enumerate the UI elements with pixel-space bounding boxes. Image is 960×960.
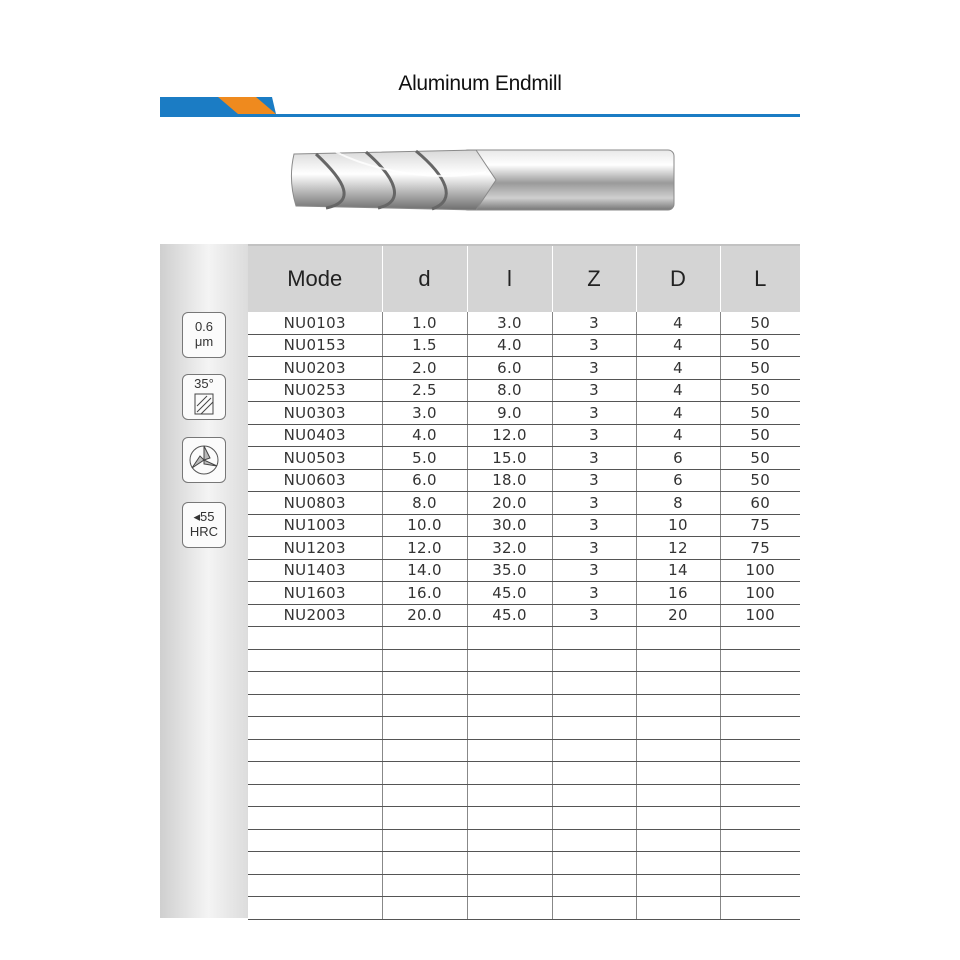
empty-cell xyxy=(720,739,800,762)
empty-cell xyxy=(720,874,800,897)
table-cell: 4 xyxy=(636,312,720,334)
endmill-image xyxy=(286,142,682,218)
empty-cell xyxy=(467,829,552,852)
table-cell: 60 xyxy=(720,492,800,515)
empty-cell xyxy=(382,829,467,852)
empty-cell xyxy=(720,694,800,717)
table-row xyxy=(248,604,800,627)
empty-cell xyxy=(467,649,552,672)
table-row xyxy=(248,357,800,380)
empty-row xyxy=(248,649,800,672)
table-cell: 3 xyxy=(552,424,636,447)
empty-cell xyxy=(636,649,720,672)
column-header: L xyxy=(720,245,800,312)
empty-cell xyxy=(636,694,720,717)
column-header: l xyxy=(467,245,552,312)
empty-cell xyxy=(248,627,382,650)
table-cell: 6 xyxy=(636,469,720,492)
table-cell: 8 xyxy=(636,492,720,515)
empty-cell xyxy=(636,829,720,852)
table-cell: 6.0 xyxy=(467,357,552,380)
table-cell: 45.0 xyxy=(467,582,552,605)
empty-cell xyxy=(467,807,552,830)
table-cell: 3 xyxy=(552,559,636,582)
empty-cell xyxy=(467,762,552,785)
table-cell: 12.0 xyxy=(382,537,467,560)
helix-angle-icon: 35° xyxy=(182,374,226,420)
empty-cell xyxy=(720,649,800,672)
table-cell: 2.5 xyxy=(382,379,467,402)
empty-cell xyxy=(636,672,720,695)
table-cell: NU0603 xyxy=(248,469,382,492)
column-header: Mode xyxy=(248,245,382,312)
empty-cell xyxy=(382,649,467,672)
empty-cell xyxy=(552,694,636,717)
table-cell: 3 xyxy=(552,334,636,357)
table-cell: 20.0 xyxy=(467,492,552,515)
empty-cell xyxy=(248,807,382,830)
empty-cell xyxy=(552,829,636,852)
empty-cell xyxy=(636,784,720,807)
empty-cell xyxy=(720,784,800,807)
table-cell: 6.0 xyxy=(382,469,467,492)
table-cell: NU1603 xyxy=(248,582,382,605)
table-cell: 3.0 xyxy=(467,312,552,334)
table-cell: 12 xyxy=(636,537,720,560)
table-row xyxy=(248,447,800,470)
empty-cell xyxy=(248,694,382,717)
flute-count-icon xyxy=(182,437,226,483)
empty-cell xyxy=(552,627,636,650)
table-cell: 4.0 xyxy=(382,424,467,447)
table-row xyxy=(248,559,800,582)
table-cell: 1.5 xyxy=(382,334,467,357)
empty-cell xyxy=(636,897,720,920)
empty-cell xyxy=(248,672,382,695)
table-cell: 16.0 xyxy=(382,582,467,605)
empty-cell xyxy=(467,784,552,807)
table-cell: 4 xyxy=(636,357,720,380)
empty-cell xyxy=(382,784,467,807)
table-cell: 3 xyxy=(552,492,636,515)
empty-row xyxy=(248,762,800,785)
empty-cell xyxy=(248,762,382,785)
column-header: Z xyxy=(552,245,636,312)
table-cell: NU0103 xyxy=(248,312,382,334)
empty-cell xyxy=(248,897,382,920)
hardness-icon: ◂55 HRC xyxy=(182,502,226,548)
empty-row xyxy=(248,807,800,830)
empty-row xyxy=(248,852,800,875)
table-cell: 12.0 xyxy=(467,424,552,447)
empty-cell xyxy=(636,762,720,785)
empty-row xyxy=(248,874,800,897)
table-cell: NU2003 xyxy=(248,604,382,627)
empty-cell xyxy=(636,852,720,875)
table-cell: 50 xyxy=(720,357,800,380)
empty-cell xyxy=(636,717,720,740)
spec-table xyxy=(248,244,800,920)
empty-cell xyxy=(552,649,636,672)
empty-cell xyxy=(636,874,720,897)
table-cell: NU0253 xyxy=(248,379,382,402)
table-cell: 8.0 xyxy=(382,492,467,515)
table-cell: 20.0 xyxy=(382,604,467,627)
table-cell: NU0203 xyxy=(248,357,382,380)
table-row xyxy=(248,424,800,447)
empty-cell xyxy=(382,672,467,695)
empty-cell xyxy=(382,694,467,717)
table-cell: 4 xyxy=(636,334,720,357)
table-cell: 30.0 xyxy=(467,514,552,537)
empty-cell xyxy=(720,627,800,650)
empty-cell xyxy=(382,717,467,740)
empty-row xyxy=(248,829,800,852)
table-cell: 4.0 xyxy=(467,334,552,357)
table-cell: 4 xyxy=(636,424,720,447)
header-row xyxy=(248,245,800,312)
table-row xyxy=(248,379,800,402)
table-row xyxy=(248,514,800,537)
table-cell: 50 xyxy=(720,312,800,334)
table-cell: 3 xyxy=(552,312,636,334)
empty-row xyxy=(248,694,800,717)
table-cell: 75 xyxy=(720,537,800,560)
table-cell: 8.0 xyxy=(467,379,552,402)
table-cell: 50 xyxy=(720,402,800,425)
header-accent-bar xyxy=(160,96,800,118)
table-cell: NU1403 xyxy=(248,559,382,582)
table-cell: 50 xyxy=(720,334,800,357)
table-cell: NU0503 xyxy=(248,447,382,470)
empty-cell xyxy=(382,627,467,650)
empty-row xyxy=(248,897,800,920)
empty-cell xyxy=(467,694,552,717)
table-cell: 50 xyxy=(720,379,800,402)
table-cell: NU0803 xyxy=(248,492,382,515)
empty-cell xyxy=(552,852,636,875)
empty-cell xyxy=(552,739,636,762)
table-cell: 3 xyxy=(552,514,636,537)
page-title: Aluminum Endmill xyxy=(398,72,562,95)
surface-roughness-icon: 0.6 μm xyxy=(182,312,226,358)
empty-cell xyxy=(720,852,800,875)
table-cell: 100 xyxy=(720,582,800,605)
table-body xyxy=(248,312,800,919)
table-cell: 3.0 xyxy=(382,402,467,425)
empty-cell xyxy=(382,874,467,897)
table-cell: 16 xyxy=(636,582,720,605)
table-cell: 3 xyxy=(552,402,636,425)
table-cell: NU0153 xyxy=(248,334,382,357)
empty-cell xyxy=(467,897,552,920)
table-cell: NU1203 xyxy=(248,537,382,560)
empty-cell xyxy=(467,627,552,650)
table-header xyxy=(248,245,800,312)
empty-row xyxy=(248,739,800,762)
empty-cell xyxy=(552,717,636,740)
table-cell: 4 xyxy=(636,402,720,425)
empty-cell xyxy=(382,739,467,762)
table-cell: 3 xyxy=(552,379,636,402)
table-cell: 5.0 xyxy=(382,447,467,470)
table-cell: 14 xyxy=(636,559,720,582)
table-cell: NU0403 xyxy=(248,424,382,447)
empty-cell xyxy=(552,807,636,830)
table-cell: 50 xyxy=(720,469,800,492)
table-cell: 3 xyxy=(552,537,636,560)
empty-cell xyxy=(382,762,467,785)
empty-cell xyxy=(248,829,382,852)
empty-cell xyxy=(248,739,382,762)
table-row xyxy=(248,582,800,605)
empty-cell xyxy=(382,852,467,875)
table-cell: 45.0 xyxy=(467,604,552,627)
empty-row xyxy=(248,627,800,650)
table-cell: 32.0 xyxy=(467,537,552,560)
empty-cell xyxy=(248,784,382,807)
table-row xyxy=(248,312,800,334)
empty-cell xyxy=(467,852,552,875)
empty-cell xyxy=(720,762,800,785)
empty-cell xyxy=(552,897,636,920)
empty-cell xyxy=(467,874,552,897)
table-cell: 2.0 xyxy=(382,357,467,380)
table-cell: 1.0 xyxy=(382,312,467,334)
table-cell: 9.0 xyxy=(467,402,552,425)
table-cell: 3 xyxy=(552,582,636,605)
column-header: d xyxy=(382,245,467,312)
empty-cell xyxy=(248,717,382,740)
table-row xyxy=(248,469,800,492)
empty-cell xyxy=(382,897,467,920)
empty-cell xyxy=(720,807,800,830)
table-row xyxy=(248,334,800,357)
table-cell: 20 xyxy=(636,604,720,627)
empty-cell xyxy=(636,739,720,762)
empty-cell xyxy=(382,807,467,830)
table-row xyxy=(248,492,800,515)
feature-side-panel xyxy=(160,244,248,918)
table-cell: NU0303 xyxy=(248,402,382,425)
empty-cell xyxy=(248,874,382,897)
empty-row xyxy=(248,717,800,740)
table-cell: 50 xyxy=(720,424,800,447)
table-row xyxy=(248,402,800,425)
table-cell: 3 xyxy=(552,469,636,492)
empty-cell xyxy=(552,672,636,695)
empty-cell xyxy=(552,874,636,897)
table-cell: 3 xyxy=(552,604,636,627)
empty-cell xyxy=(636,627,720,650)
table-cell: 18.0 xyxy=(467,469,552,492)
empty-row xyxy=(248,672,800,695)
table-cell: 10 xyxy=(636,514,720,537)
empty-cell xyxy=(248,649,382,672)
empty-cell xyxy=(467,739,552,762)
table-cell: 15.0 xyxy=(467,447,552,470)
table-row xyxy=(248,537,800,560)
column-header: D xyxy=(636,245,720,312)
table-cell: 6 xyxy=(636,447,720,470)
empty-cell xyxy=(720,672,800,695)
empty-cell xyxy=(720,897,800,920)
table-cell: 100 xyxy=(720,604,800,627)
table-cell: 75 xyxy=(720,514,800,537)
table-cell: 10.0 xyxy=(382,514,467,537)
table-cell: 3 xyxy=(552,447,636,470)
empty-cell xyxy=(467,717,552,740)
empty-cell xyxy=(552,762,636,785)
table-cell: 4 xyxy=(636,379,720,402)
empty-cell xyxy=(720,829,800,852)
table-cell: 3 xyxy=(552,357,636,380)
table-cell: 14.0 xyxy=(382,559,467,582)
empty-cell xyxy=(467,672,552,695)
empty-cell xyxy=(636,807,720,830)
empty-row xyxy=(248,784,800,807)
table-cell: 100 xyxy=(720,559,800,582)
empty-cell xyxy=(720,717,800,740)
empty-cell xyxy=(552,784,636,807)
table-cell: NU1003 xyxy=(248,514,382,537)
table-cell: 50 xyxy=(720,447,800,470)
table-cell: 35.0 xyxy=(467,559,552,582)
empty-cell xyxy=(248,852,382,875)
